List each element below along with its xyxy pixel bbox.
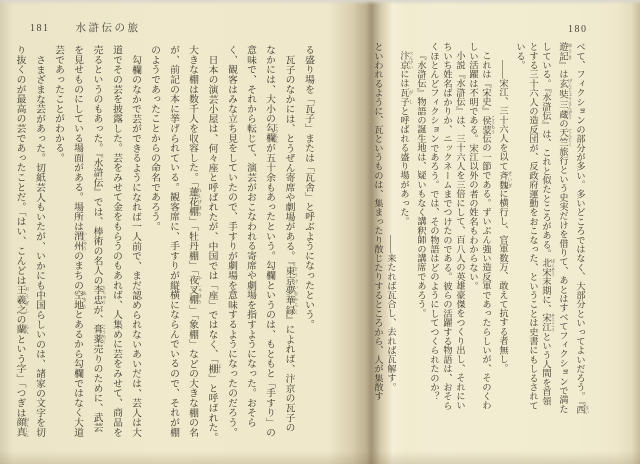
text-column: 日本の演芸小屋は、何々座と呼ばれたが、中国では「座」ではなく、「棚 ほう」と呼ばれた。 <box>206 54 222 442</box>
text-column: が、前記の本に挙げられている。観客席に、手すりが縦横にならんでいるので、それが棚 <box>168 45 179 437</box>
text-column: 瓦子のなかには、とうぜん寄席や劇場がある。『東京夢華録 とうけいむかろく』によれば、汴京の瓦子の <box>283 54 299 433</box>
text-column: 汴京 べんけいには瓦子 がしと呼ばれる盛り場があった。 <box>399 51 414 227</box>
text-column: べて、フィクションの部分が多い。多いどころではなく、大部分といってよいだろう。『西 さい <box>575 42 590 415</box>
page-number-left: 181 <box>30 23 50 34</box>
text-column: といわれるように、瓦というものは、集まったり散じたりするところから、人が集散す <box>373 42 383 401</box>
text-column: しい活躍は不明である。宋江以外の者の姓名もわからない。 <box>468 42 478 291</box>
text-column: くほとんどフィクションであろう。では、その物語はどのようにしてつくられたのか？ <box>429 42 439 401</box>
text-column: 芸であったことがわかる。 <box>53 45 64 163</box>
text-column: 道でその芸を披露した。芸をみせて金をもらうのもあれば、人集めに芸をみせて、商品を <box>111 45 122 437</box>
page-left-text-block <box>14 45 318 457</box>
page-number-right: 180 <box>568 24 588 35</box>
page-left-header <box>30 18 141 36</box>
text-column: とする三十六人の造反団が、反政府運動をおこなった、ということは史書にもしるされて <box>528 42 538 410</box>
text-column: ――宋江、三十六人を以て斉魏 せいぎに横行し、官軍数万、敢えて抗する者無し。 <box>498 60 513 374</box>
text-column: を見せものにしている場面がある。場所は渭州 いしゅうのまちの空地 あきちとあるから勾欄ではなく大道 <box>72 45 88 438</box>
text-column: 意味で、それから転じて、演芸がおこなわれる寄席や劇場を指すようになった。おそら <box>245 45 256 428</box>
text-column: 売るというのもあった。『水滸伝』では、棒術の名人の李忠 りちゅうが、膏薬 こうやく売りのために、武芸 <box>91 45 107 433</box>
text-column: ちいち姓名ばかりか、ニックネームまでつけたのである。彼らの活躍する物語は、おそら <box>442 42 452 410</box>
text-column: 勾欄のなかで芸ができるようになれば一人前で、まだ認められないあいだは、芸人は大 <box>130 54 141 437</box>
text-column: 遊記 ゆうき』は玄奘三蔵 げんじょうさんぞうの天竺 てんじく旅行という史実だけを借りて、あとはすべてフィクションで満た <box>558 42 573 414</box>
text-column: 小説『水滸伝』は、三十六人を三倍にして、百八人の英雄豪傑をつくり出し、それにい <box>455 51 465 410</box>
running-title: 水滸伝の旅 <box>75 23 141 34</box>
text-column: さまざまな芸があった。切紙芸人もいたが、いかにも中国らしいのは、諸家の文字を切 <box>34 54 45 437</box>
text-column: している。『水滸伝』は、これと似たところがある。北宋 ほくそう末期に、宋江 そうこうという人間を首領 <box>541 42 556 406</box>
text-column: 『水滸伝』物語の誕生地は、疑いもなく講釈師の講席であろう。 <box>416 51 426 318</box>
text-column: 大きな棚は数千人を収容した。「蓮花棚 れんげほう」「牡丹棚」「夜叉棚 やしゃほう」「象棚」などの大きな棚の名 <box>187 45 203 438</box>
text-column: のようであったことからの命名であろう。 <box>149 45 160 232</box>
text-column: これは『宋史』侯蒙 こうもう伝の一節である。ずいぶん強い造反軍であったらしいが、そのくわ <box>481 51 496 410</box>
text-column: る盛り場を「瓦子」または「瓦舎」と呼ぶようになったという。 <box>303 45 314 330</box>
text-column: なかには、大小の勾欄 こうらんが五十余もあったという。勾欄というのは、もともと「手すり」の <box>264 45 280 438</box>
text-column: いる。 <box>515 42 525 70</box>
page-right-header <box>568 19 588 37</box>
page-right-text-block <box>373 42 590 430</box>
text-column: り抜くのが最高の芸であったことだ。「はい、こんどは王羲之 おうぎしの蘭 らんという字」「つぎは顔真 がんしん <box>14 45 30 438</box>
text-column: く、観客はみな立ち見をしていたので、手すりが劇場を意味するようになったのだろう。 <box>226 45 237 437</box>
text-column: ――来たれば瓦合し、去れば瓦解す。 <box>386 235 396 392</box>
